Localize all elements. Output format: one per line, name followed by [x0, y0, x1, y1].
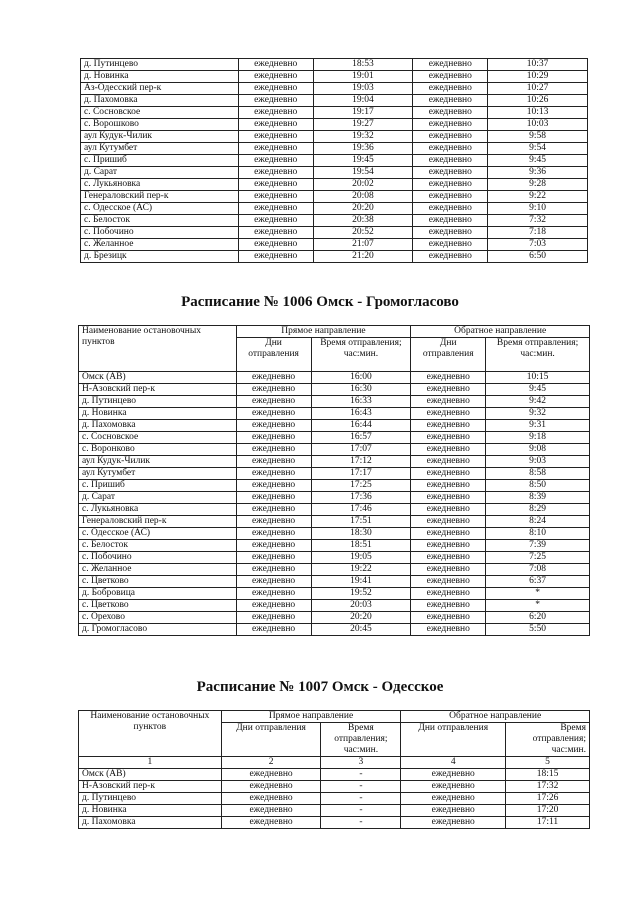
table-row [81, 239, 588, 251]
table-row [79, 612, 590, 624]
forward-days: ежедневно [236, 384, 311, 396]
backward-time: 7:39 [486, 540, 590, 552]
backward-days: ежедневно [411, 576, 486, 588]
backward-time: 7:03 [488, 239, 588, 251]
forward-days: ежедневно [238, 59, 313, 71]
forward-days: ежедневно [236, 420, 311, 432]
forward-time: 17:12 [311, 456, 411, 468]
stop-name: д. Новинка [79, 805, 222, 817]
backward-time: * [486, 588, 590, 600]
backward-time: 6:37 [486, 576, 590, 588]
backward-time-header: Время отправления; час:мин. [486, 338, 590, 372]
forward-time: 20:45 [311, 624, 411, 636]
backward-time: 10:15 [486, 372, 590, 384]
forward-days: ежедневно [238, 95, 313, 107]
table-row [79, 793, 590, 805]
stop-name: д. Брезицк [81, 251, 239, 263]
backward-days: ежедневно [413, 191, 488, 203]
forward-days: ежедневно [236, 528, 311, 540]
table-row [79, 576, 590, 588]
forward-time: - [321, 769, 401, 781]
backward-time: 7:25 [486, 552, 590, 564]
forward-days: ежедневно [221, 769, 321, 781]
table-row [79, 552, 590, 564]
stop-name: аул Кутумбет [81, 143, 239, 155]
table-row [79, 480, 590, 492]
table-row [79, 456, 590, 468]
backward-time: 9:58 [488, 131, 588, 143]
backward-time-header: Время отправления; час:мин. [506, 723, 590, 757]
table-row [79, 432, 590, 444]
table-row [79, 492, 590, 504]
backward-days: ежедневно [411, 372, 486, 384]
table-row [81, 131, 588, 143]
forward-time: 20:52 [313, 227, 413, 239]
stop-name: аул Кутумбет [79, 468, 237, 480]
backward-direction-header: Обратное направление [401, 711, 590, 723]
stop-name: Н-Азовский пер-к [79, 781, 222, 793]
stop-name: д. Сарат [81, 167, 239, 179]
backward-days: ежедневно [413, 71, 488, 83]
forward-days: ежедневно [236, 516, 311, 528]
forward-days: ежедневно [236, 468, 311, 480]
stop-name: д. Новинка [79, 408, 237, 420]
backward-days: ежедневно [413, 95, 488, 107]
table-row [79, 504, 590, 516]
forward-time: 16:30 [311, 384, 411, 396]
forward-days: ежедневно [236, 624, 311, 636]
stops-header: Наименование остановочных пунктов [79, 326, 237, 372]
forward-time: 19:54 [313, 167, 413, 179]
forward-days-header: Дни отправления [221, 723, 321, 757]
backward-days: ежедневно [413, 203, 488, 215]
table-row [81, 143, 588, 155]
backward-days: ежедневно [411, 456, 486, 468]
backward-time: 9:31 [486, 420, 590, 432]
stop-name: Н-Азовский пер-к [79, 384, 237, 396]
forward-days: ежедневно [236, 576, 311, 588]
backward-days-header: Дни отправления [401, 723, 506, 757]
backward-days: ежедневно [411, 420, 486, 432]
backward-days: ежедневно [411, 624, 486, 636]
forward-days: ежедневно [236, 504, 311, 516]
table-row [79, 396, 590, 408]
backward-days: ежедневно [411, 444, 486, 456]
forward-time: 17:25 [311, 480, 411, 492]
backward-days: ежедневно [411, 468, 486, 480]
backward-time: 8:29 [486, 504, 590, 516]
backward-time: 7:32 [488, 215, 588, 227]
table-row [79, 408, 590, 420]
stop-name: д. Громогласово [79, 624, 237, 636]
stop-name: с. Цветково [79, 600, 237, 612]
backward-days: ежедневно [401, 793, 506, 805]
backward-time: 9:42 [486, 396, 590, 408]
backward-days: ежедневно [413, 143, 488, 155]
backward-days: ежедневно [413, 83, 488, 95]
forward-time: 16:33 [311, 396, 411, 408]
forward-time: 19:41 [311, 576, 411, 588]
forward-time: - [321, 817, 401, 829]
stop-name: аул Кудук-Чилик [81, 131, 239, 143]
stop-name: с. Белосток [81, 215, 239, 227]
stop-name: Генераловский пер-к [79, 516, 237, 528]
forward-days: ежедневно [221, 793, 321, 805]
forward-time: 18:30 [311, 528, 411, 540]
forward-time: 17:36 [311, 492, 411, 504]
backward-days: ежедневно [401, 769, 506, 781]
stop-name: Генераловский пер-к [81, 191, 239, 203]
table-row [79, 540, 590, 552]
backward-time: 9:32 [486, 408, 590, 420]
backward-days: ежедневно [413, 155, 488, 167]
forward-days: ежедневно [236, 396, 311, 408]
forward-time: 17:46 [311, 504, 411, 516]
table-row [79, 769, 590, 781]
forward-time: 21:07 [313, 239, 413, 251]
column-number: 5 [506, 757, 590, 769]
backward-days: ежедневно [411, 600, 486, 612]
table-row [81, 191, 588, 203]
forward-days: ежедневно [221, 781, 321, 793]
stop-name: с. Одесское (АС) [79, 528, 237, 540]
backward-days: ежедневно [413, 179, 488, 191]
backward-days-header: Дни отправления [411, 338, 486, 372]
forward-time: 19:03 [313, 83, 413, 95]
backward-time: 6:20 [486, 612, 590, 624]
schedule-1006-title: Расписание № 1006 Омск - Громогласово [181, 294, 459, 310]
stop-name: Аз-Одесский пер-к [81, 83, 239, 95]
schedule-1006-table [78, 325, 590, 636]
table-row [81, 227, 588, 239]
backward-days: ежедневно [413, 107, 488, 119]
forward-days-header: Дни отправления [236, 338, 311, 372]
stop-name: с. Желанное [81, 239, 239, 251]
backward-days: ежедневно [413, 227, 488, 239]
table-row [81, 59, 588, 71]
backward-days: ежедневно [411, 480, 486, 492]
forward-days: ежедневно [238, 239, 313, 251]
backward-days: ежедневно [413, 251, 488, 263]
table-row [81, 179, 588, 191]
table-row [81, 83, 588, 95]
forward-direction-header: Прямое направление [236, 326, 411, 338]
backward-days: ежедневно [411, 396, 486, 408]
forward-time: 16:44 [311, 420, 411, 432]
forward-time: 21:20 [313, 251, 413, 263]
forward-time: 19:52 [311, 588, 411, 600]
table-row [79, 600, 590, 612]
backward-time: 17:26 [506, 793, 590, 805]
table-row [81, 107, 588, 119]
forward-days: ежедневно [236, 444, 311, 456]
table-row [79, 817, 590, 829]
schedule-table-continued [80, 58, 588, 263]
backward-days: ежедневно [411, 492, 486, 504]
table-row [79, 588, 590, 600]
stop-name: с. Ворошково [81, 119, 239, 131]
forward-days: ежедневно [238, 83, 313, 95]
forward-time: 16:43 [311, 408, 411, 420]
forward-time: 19:27 [313, 119, 413, 131]
stop-name: д. Пахомовка [81, 95, 239, 107]
table-row [79, 781, 590, 793]
backward-time: 9:54 [488, 143, 588, 155]
backward-days: ежедневно [413, 59, 488, 71]
forward-days: ежедневно [238, 107, 313, 119]
backward-time: 7:08 [486, 564, 590, 576]
forward-time: 19:04 [313, 95, 413, 107]
backward-days: ежедневно [413, 167, 488, 179]
schedule-1007-title: Расписание № 1007 Омск - Одесское [196, 679, 444, 695]
forward-days: ежедневно [236, 480, 311, 492]
table-row [81, 215, 588, 227]
stop-name: с. Орехово [79, 612, 237, 624]
stop-name: с. Сосновское [81, 107, 239, 119]
forward-time: 20:03 [311, 600, 411, 612]
schedule-1007-table [78, 710, 590, 829]
stop-name: с. Желанное [79, 564, 237, 576]
backward-days: ежедневно [411, 432, 486, 444]
forward-time: 17:07 [311, 444, 411, 456]
stop-name: д. Путинцево [79, 396, 237, 408]
backward-time: 8:58 [486, 468, 590, 480]
forward-time: 19:36 [313, 143, 413, 155]
stop-name: д. Путинцево [79, 793, 222, 805]
forward-days: ежедневно [238, 131, 313, 143]
forward-direction-header: Прямое направление [221, 711, 401, 723]
forward-time: 19:05 [311, 552, 411, 564]
backward-time: * [486, 600, 590, 612]
forward-days: ежедневно [236, 540, 311, 552]
table-row [79, 516, 590, 528]
table-row [79, 805, 590, 817]
backward-time: 17:32 [506, 781, 590, 793]
forward-time: 19:01 [313, 71, 413, 83]
forward-days: ежедневно [238, 215, 313, 227]
table-row [81, 95, 588, 107]
stop-name: д. Путинцево [81, 59, 239, 71]
backward-time: 9:10 [488, 203, 588, 215]
forward-days: ежедневно [238, 203, 313, 215]
backward-days: ежедневно [413, 239, 488, 251]
stops-header: Наименование остановочных пунктов [79, 711, 222, 757]
forward-days: ежедневно [236, 456, 311, 468]
table-row [79, 468, 590, 480]
column-number: 4 [401, 757, 506, 769]
backward-days: ежедневно [411, 552, 486, 564]
forward-days: ежедневно [236, 612, 311, 624]
forward-days: ежедневно [236, 588, 311, 600]
table-row [81, 203, 588, 215]
table-row [81, 155, 588, 167]
stop-name: с. Лукьяновка [79, 504, 237, 516]
table-row [79, 624, 590, 636]
forward-time: 16:00 [311, 372, 411, 384]
backward-days: ежедневно [411, 564, 486, 576]
forward-time: 17:17 [311, 468, 411, 480]
backward-time: 9:18 [486, 432, 590, 444]
backward-time: 10:27 [488, 83, 588, 95]
backward-days: ежедневно [411, 408, 486, 420]
forward-days: ежедневно [236, 432, 311, 444]
forward-time: - [321, 793, 401, 805]
backward-time: 9:22 [488, 191, 588, 203]
stop-name: с. Побочино [81, 227, 239, 239]
backward-time: 9:08 [486, 444, 590, 456]
backward-time: 6:50 [488, 251, 588, 263]
backward-time: 10:03 [488, 119, 588, 131]
stop-name: с. Лукьяновка [81, 179, 239, 191]
backward-time: 8:24 [486, 516, 590, 528]
table-row [79, 564, 590, 576]
backward-days: ежедневно [401, 805, 506, 817]
forward-days: ежедневно [238, 179, 313, 191]
backward-time: 9:45 [488, 155, 588, 167]
forward-time: 19:22 [311, 564, 411, 576]
forward-time: - [321, 805, 401, 817]
stop-name: д. Бобровица [79, 588, 237, 600]
forward-time: 18:51 [311, 540, 411, 552]
backward-time: 10:13 [488, 107, 588, 119]
stop-name: д. Сарат [79, 492, 237, 504]
backward-days: ежедневно [411, 540, 486, 552]
backward-days: ежедневно [411, 588, 486, 600]
forward-days: ежедневно [236, 600, 311, 612]
forward-time: - [321, 781, 401, 793]
stop-name: с. Воронково [79, 444, 237, 456]
backward-days: ежедневно [413, 119, 488, 131]
forward-time: 20:02 [313, 179, 413, 191]
forward-days: ежедневно [236, 408, 311, 420]
forward-days: ежедневно [238, 251, 313, 263]
stop-name: с. Пришиб [81, 155, 239, 167]
stop-name: с. Цветково [79, 576, 237, 588]
backward-time: 8:10 [486, 528, 590, 540]
forward-time: 19:17 [313, 107, 413, 119]
table-row [81, 71, 588, 83]
backward-time: 17:20 [506, 805, 590, 817]
forward-days: ежедневно [238, 155, 313, 167]
forward-days: ежедневно [221, 805, 321, 817]
backward-time: 5:50 [486, 624, 590, 636]
stop-name: Омск (АВ) [79, 372, 237, 384]
table-row [79, 528, 590, 540]
forward-days: ежедневно [236, 372, 311, 384]
table-row [81, 167, 588, 179]
stop-name: с. Пришиб [79, 480, 237, 492]
table-row [81, 251, 588, 263]
stop-name: д. Новинка [81, 71, 239, 83]
backward-time: 7:18 [488, 227, 588, 239]
stop-name: д. Пахомовка [79, 817, 222, 829]
stop-name: аул Кудук-Чилик [79, 456, 237, 468]
backward-direction-header: Обратное направление [411, 326, 590, 338]
forward-time: 20:20 [313, 203, 413, 215]
forward-days: ежедневно [238, 167, 313, 179]
backward-days: ежедневно [401, 781, 506, 793]
backward-time: 9:28 [488, 179, 588, 191]
stop-name: Омск (АВ) [79, 769, 222, 781]
table-row [81, 119, 588, 131]
forward-days: ежедневно [238, 191, 313, 203]
backward-days: ежедневно [413, 215, 488, 227]
forward-time-header: Время отправления; час:мин. [321, 723, 401, 757]
forward-time: 19:45 [313, 155, 413, 167]
stop-name: с. Белосток [79, 540, 237, 552]
forward-days: ежедневно [236, 564, 311, 576]
backward-time: 17:11 [506, 817, 590, 829]
backward-time: 9:45 [486, 384, 590, 396]
forward-days: ежедневно [236, 492, 311, 504]
forward-days: ежедневно [238, 227, 313, 239]
stop-name: д. Пахомовка [79, 420, 237, 432]
backward-days: ежедневно [411, 528, 486, 540]
forward-time: 20:38 [313, 215, 413, 227]
forward-time-header: Время отправления; час:мин. [311, 338, 411, 372]
forward-time: 20:20 [311, 612, 411, 624]
backward-days: ежедневно [411, 384, 486, 396]
backward-days: ежедневно [411, 516, 486, 528]
column-number: 3 [321, 757, 401, 769]
table-row [79, 372, 590, 384]
backward-time: 8:39 [486, 492, 590, 504]
backward-days: ежедневно [411, 612, 486, 624]
column-number: 2 [221, 757, 321, 769]
stop-name: с. Побочино [79, 552, 237, 564]
backward-time: 9:36 [488, 167, 588, 179]
backward-days: ежедневно [401, 817, 506, 829]
column-number: 1 [79, 757, 222, 769]
forward-time: 17:51 [311, 516, 411, 528]
backward-time: 10:37 [488, 59, 588, 71]
forward-time: 19:32 [313, 131, 413, 143]
forward-days: ежедневно [236, 552, 311, 564]
forward-days: ежедневно [221, 817, 321, 829]
stop-name: с. Сосновское [79, 432, 237, 444]
backward-time: 10:26 [488, 95, 588, 107]
stop-name: с. Одесское (АС) [81, 203, 239, 215]
backward-time: 10:29 [488, 71, 588, 83]
backward-time: 8:50 [486, 480, 590, 492]
backward-days: ежедневно [413, 131, 488, 143]
forward-days: ежедневно [238, 71, 313, 83]
table-row [79, 444, 590, 456]
forward-time: 20:08 [313, 191, 413, 203]
backward-days: ежедневно [411, 504, 486, 516]
forward-time: 18:53 [313, 59, 413, 71]
forward-days: ежедневно [238, 119, 313, 131]
forward-days: ежедневно [238, 143, 313, 155]
forward-time: 16:57 [311, 432, 411, 444]
backward-time: 18:15 [506, 769, 590, 781]
backward-time: 9:03 [486, 456, 590, 468]
table-row [79, 420, 590, 432]
table-row [79, 384, 590, 396]
